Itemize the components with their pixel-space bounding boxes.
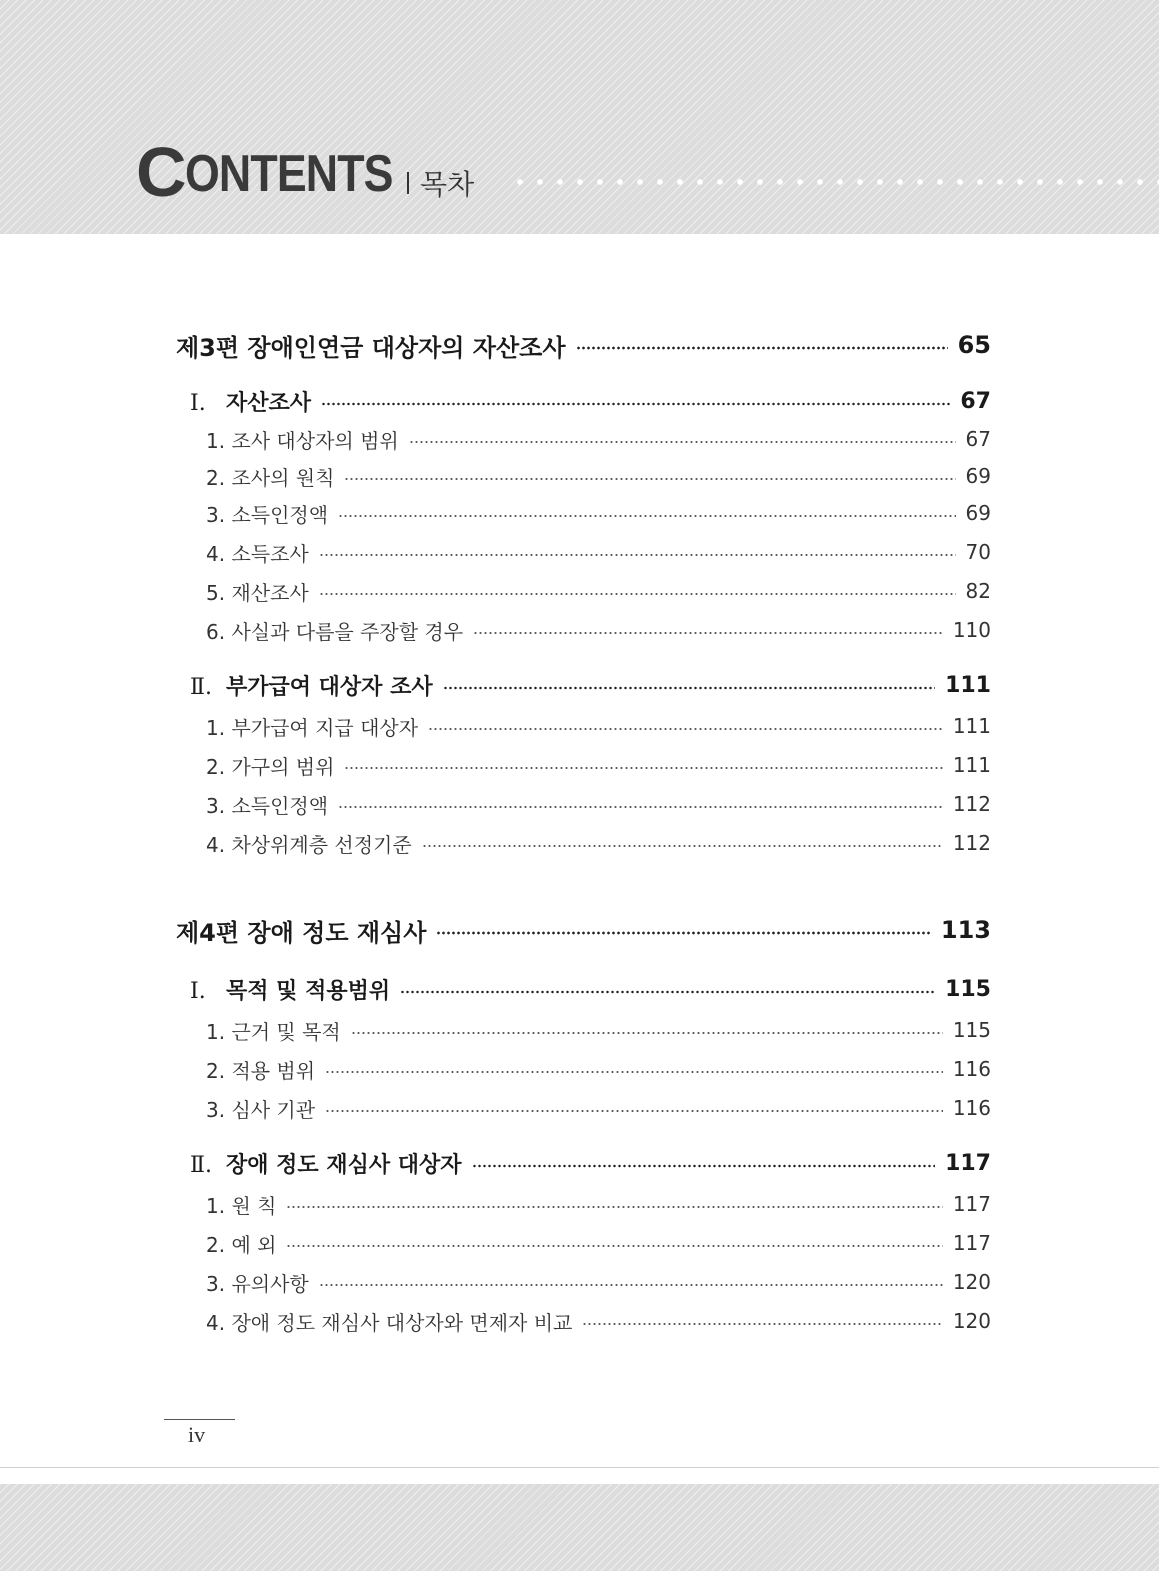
heading-subtitle: 목차 [420, 168, 475, 201]
toc-chapter-title: 목적 및 적용범위 [226, 978, 391, 1004]
toc-page-number: 111 [952, 714, 991, 738]
toc-item-title: 1. 부가급여 지급 대상자 [206, 715, 419, 740]
toc-chapter-title: 자산조사 [226, 390, 312, 416]
toc-page-number: 115 [952, 1018, 991, 1042]
toc-item-title: 2. 적용 범위 [206, 1058, 316, 1083]
dot-leader [338, 805, 943, 809]
toc-page-number: 117 [952, 1192, 991, 1216]
toc-page-number: 67 [960, 388, 991, 414]
toc-page-number: 70 [965, 540, 991, 564]
toc-item[interactable] [206, 1091, 991, 1125]
toc-page-number: 110 [952, 618, 991, 642]
toc-page-number: 112 [952, 831, 991, 855]
toc-page-number: 116 [952, 1057, 991, 1081]
contents-heading [136, 128, 475, 211]
toc-item[interactable] [206, 1187, 991, 1221]
toc-page-number: 112 [952, 792, 991, 816]
toc-part-title: 제4편 장애 정도 재심사 [176, 918, 427, 947]
toc-part-3[interactable] [176, 325, 991, 365]
toc-item[interactable] [206, 535, 991, 569]
toc-page-number: 115 [945, 976, 991, 1002]
toc-item-title: 4. 장애 정도 재심사 대상자와 면제자 비교 [206, 1310, 573, 1335]
heading-separator [407, 172, 409, 194]
toc-item[interactable] [206, 459, 991, 493]
toc-item[interactable] [206, 422, 991, 456]
heading-rest: ONTENTS [184, 145, 393, 203]
toc-item-title: 4. 차상위계층 선정기준 [206, 832, 412, 857]
footer-divider [0, 1467, 1159, 1468]
dot-leader [472, 1164, 936, 1168]
toc-item-title: 6. 사실과 다름을 주장할 경우 [206, 619, 464, 644]
dot-leader [338, 514, 956, 518]
toc-item[interactable] [206, 826, 991, 860]
dot-leader [286, 1205, 942, 1209]
toc-chapter-4-2[interactable] [190, 1145, 991, 1181]
toc-page-number: 65 [957, 331, 991, 359]
toc-item-title: 1. 근거 및 목적 [206, 1019, 341, 1044]
dot-leader [325, 1070, 943, 1074]
toc-page-number: 120 [952, 1270, 991, 1294]
toc-page-number: 69 [965, 464, 991, 488]
toc-page-number: 113 [940, 916, 991, 944]
page-number-rule [164, 1419, 235, 1420]
dot-leader [400, 990, 935, 994]
toc-page-number: 120 [952, 1309, 991, 1333]
roman-numeral: Ⅱ. [190, 1152, 212, 1178]
toc-chapter-title: 부가급여 대상자 조사 [226, 674, 433, 700]
toc-item[interactable] [206, 709, 991, 743]
toc-page-number: 111 [945, 672, 991, 698]
toc-item[interactable] [206, 1013, 991, 1047]
toc-item-title: 4. 소득조사 [206, 541, 309, 566]
toc-part-title: 제3편 장애인연금 대상자의 자산조사 [176, 333, 566, 362]
toc-item[interactable] [206, 574, 991, 608]
toc-item-title: 3. 소득인정액 [206, 502, 329, 527]
toc-item-title: 1. 원 칙 [206, 1193, 277, 1218]
toc-chapter-3-1[interactable] [190, 383, 991, 419]
toc-chapter-3-2[interactable] [190, 667, 991, 703]
toc-item[interactable] [206, 1052, 991, 1086]
dot-leader [443, 686, 935, 690]
toc-item[interactable] [206, 613, 991, 647]
toc-page-number: 69 [965, 501, 991, 525]
roman-numeral: Ⅰ. [190, 390, 206, 416]
dot-leader [473, 631, 943, 635]
toc-item-title: 1. 조사 대상자의 범위 [206, 428, 399, 453]
toc-item-title: 2. 조사의 원칙 [206, 465, 335, 490]
dot-leader [319, 553, 956, 557]
toc-item-title: 3. 소득인정액 [206, 793, 329, 818]
toc-item[interactable] [206, 1304, 991, 1338]
toc-page-number: 67 [965, 427, 991, 451]
dot-leader [422, 844, 943, 848]
dot-leader [344, 477, 955, 481]
dot-leader [286, 1244, 942, 1248]
toc-chapter-4-1[interactable] [190, 971, 991, 1007]
toc-page-number: 111 [952, 753, 991, 777]
toc-item-title: 2. 예 외 [206, 1232, 277, 1257]
dot-leader [576, 346, 948, 350]
header-dot-leader [510, 178, 1159, 186]
toc-part-4[interactable] [176, 910, 991, 950]
page-number: iv [188, 1422, 206, 1447]
toc-item[interactable] [206, 748, 991, 782]
heading-initial: C [136, 133, 185, 211]
dot-leader [582, 1322, 942, 1326]
toc-item[interactable] [206, 1265, 991, 1299]
footer-band [0, 1484, 1159, 1571]
toc-item-title: 3. 유의사항 [206, 1271, 309, 1296]
dot-leader [409, 440, 956, 444]
dot-leader [325, 1109, 943, 1113]
roman-numeral: Ⅰ. [190, 978, 206, 1004]
dot-leader [351, 1031, 943, 1035]
toc-page-number: 117 [952, 1231, 991, 1255]
dot-leader [321, 402, 950, 406]
toc-item[interactable] [206, 1226, 991, 1260]
dot-leader [436, 931, 930, 935]
toc-page-number: 117 [945, 1150, 991, 1176]
dot-leader [344, 766, 942, 770]
toc-page-number: 116 [952, 1096, 991, 1120]
toc-item[interactable] [206, 496, 991, 530]
dot-leader [428, 727, 943, 731]
dot-leader [319, 592, 956, 596]
toc-item[interactable] [206, 787, 991, 821]
toc-item-title: 5. 재산조사 [206, 580, 309, 605]
roman-numeral: Ⅱ. [190, 674, 212, 700]
toc-item-title: 2. 가구의 범위 [206, 754, 335, 779]
toc-page-number: 82 [965, 579, 991, 603]
dot-leader [319, 1283, 943, 1287]
toc-item-title: 3. 심사 기관 [206, 1097, 316, 1122]
toc-chapter-title: 장애 정도 재심사 대상자 [226, 1152, 462, 1178]
